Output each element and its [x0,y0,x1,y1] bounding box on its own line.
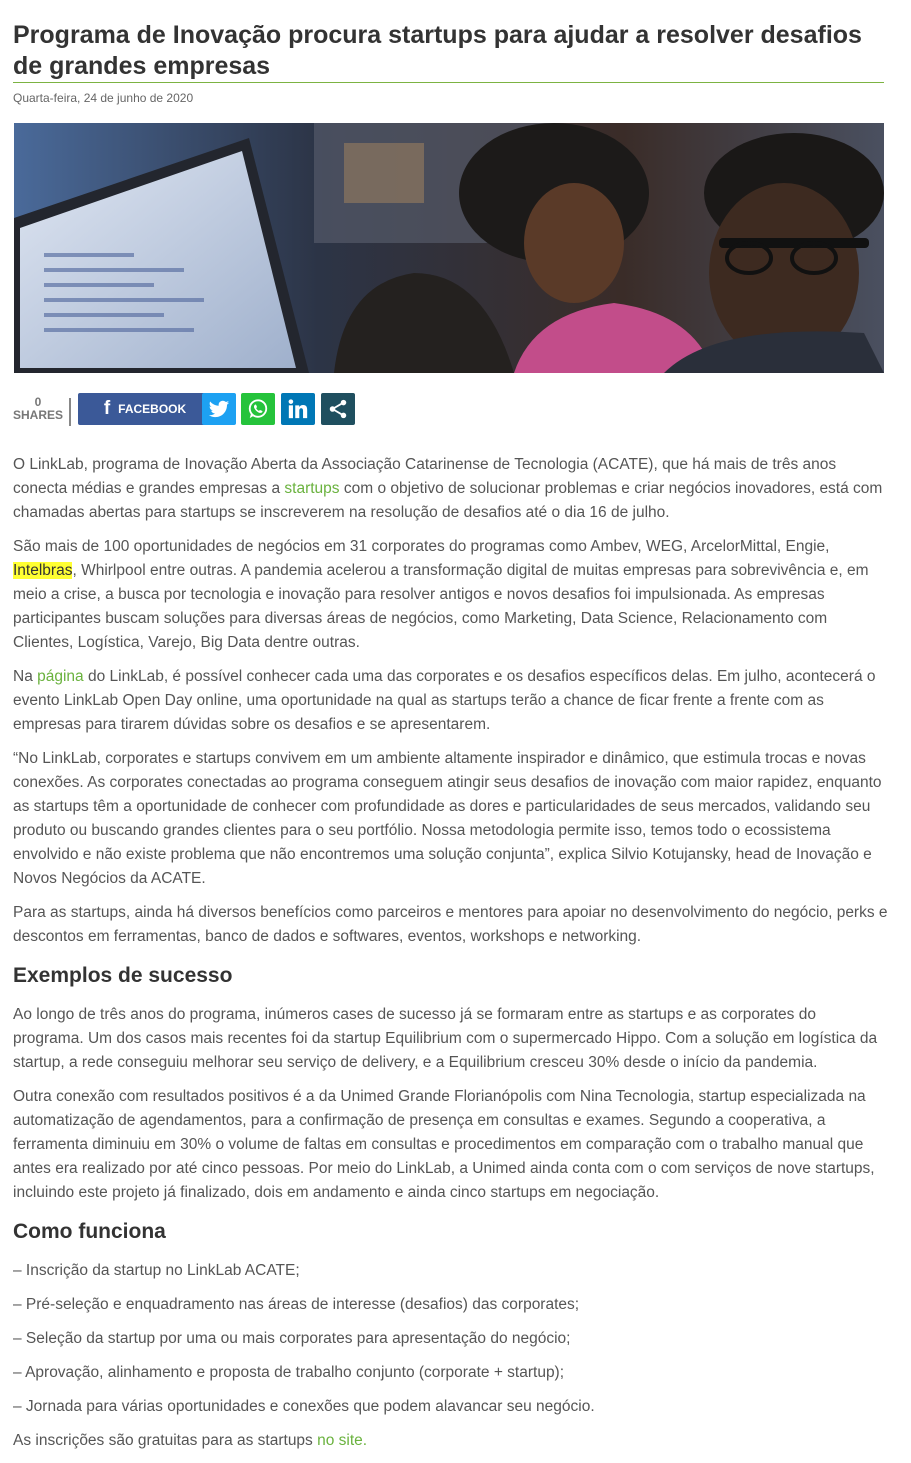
facebook-share-button[interactable] [78,393,212,425]
paragraph-opportunities [13,535,888,655]
whatsapp-share-button[interactable] [241,393,275,425]
share-counter [13,396,63,422]
paragraph-opportunities-text-b: , Whirlpool entre outras. A pandemia acelerou a transformação digital de muitas empresas para sobrevivência e, em meio a crise, a busca por tecnologia e inovação para resolver antigos e novos desafios foi impulsionada. As empresas participantes buscam soluções para diversas áreas de negócios, como Marketing, Data Science, Relacionamento com Clientes, Logística, Varejo, Big Data dentre outras. [13,562,869,651]
share-nodes-icon [327,398,349,420]
linkedin-share-button[interactable] [281,393,315,425]
paragraph-intro [13,453,888,525]
linkedin-icon [287,398,309,420]
paragraph-intro-text-b: com o objetivo de solucionar problemas e criar negócios inovadores, está com chamadas abertas para startups se inscreverem na resolução de desafios até o dia 16 de julho. [13,480,883,521]
step-item: – Seleção da startup por uma ou mais corporates para apresentação do negócio; [13,1330,571,1347]
share-count-value: 0 [34,395,42,409]
twitter-bird-icon [208,398,230,420]
share-count-label: SHARES [13,408,64,422]
pagina-link[interactable]: página [37,668,84,685]
article-date: Quarta-feira, 24 de junho de 2020 [13,91,194,105]
paragraph-final [13,1429,888,1453]
paragraph-linklab-text-a: Na [13,668,38,685]
paragraph-linklab-text-b: do LinkLab, é possível conhecer cada uma das corporates e os desafios específicos delas. Em julho, acontecerá o evento LinkLab Open Day online, uma oportunidade na qual as startups terão a chance de ficar frente a frente com as empresas para tirarem dúvidas sobre os desafios e se apresentarem. [13,668,876,733]
paragraph-quote: “No LinkLab, corporates e startups convivem em um ambiente altamente inspirador e dinâmico, que estimula trocas e novas conexões. As corporates conectadas ao programa conseguem atingir seus desafios de inovação com maior rapidez, enquanto as startups têm a oportunidade de conhecer com profundidade as dores e particularidades de seus mercados, validando seu produto ou buscando grandes clientes para o seu portfólio. Nossa metodologia permite isso, temos todo o ecossistema envolvido e não existe problema que não encontremos uma solução conjunta”, explica Silvio Kotujansky, head de Inovação e Novos Negócios da ACATE. [13,750,882,887]
step-item: – Jornada para várias oportunidades e conexões que podem alavancar seu negócio. [13,1398,595,1415]
startups-link[interactable]: startups [284,480,340,497]
paragraph-opportunities-text-a: São mais de 100 oportunidades de negócios em 31 corporates do programas como Ambev, WEG, ArcelorMittal, Engie, [13,538,830,555]
heading-como-funciona: Como funciona [13,1220,166,1243]
paragraph-case-equilibrium: Ao longo de três anos do programa, inúmeros cases de sucesso já se formaram entre as startups e as corporates do programa. Um dos casos mais recentes foi da startup Equilibrium com o supermercado Hippo. Com a solução em logística da startup, a rede conseguiu melhorar seu serviço de delivery, e a Equilibrium cresceu 30% desde o início da pandemia. [13,1006,878,1071]
facebook-f-icon: f [103,398,111,419]
paragraph-case-unimed: Outra conexão com resultados positivos é a da Unimed Grande Florianópolis com Nina Tecnologia, startup especializada na automatização de agendamentos, para a confirmação de presença em consultas e exames. Segundo a cooperativa, a ferramenta diminuiu em 30% o volume de faltas em consultas e procedimentos em comparação com o trabalho manual que antes era realizado por até cinco pessoas. Por meio do LinkLab, a Unimed ainda conta com o com serviços de nove startups, incluindo este projeto já finalizado, dois em andamento e ainda cinco startups em negociação. [13,1088,875,1201]
share-divider [69,398,71,426]
whatsapp-icon [247,398,269,420]
intelbras-highlight: Intelbras [13,562,73,579]
paragraph-intro-text-a: O LinkLab, programa de Inovação Aberta da Associação Catarinense de Tecnologia (ACATE), que há mais de três anos conecta médias e grandes empresas a [13,456,837,497]
step-item: – Inscrição da startup no LinkLab ACATE; [13,1262,300,1279]
paragraph-final-text: As inscrições são gratuitas para as startups [13,1432,318,1449]
paragraph-benefits: Para as startups, ainda há diversos benefícios como parceiros e mentores para apoiar no desenvolvimento do negócio, perks e descontos em ferramentas, banco de dados e softwares, eventos, workshops e networking. [13,904,888,945]
facebook-share-label: FACEBOOK [118,402,187,416]
no-site-link[interactable]: no site. [317,1432,368,1449]
article-title: Programa de Inovação procura startups para ajudar a resolver desafios de grandes empresas [13,21,862,80]
twitter-share-button[interactable] [202,393,236,425]
step-item: – Pré-seleção e enquadramento nas áreas de interesse (desafios) das corporates; [13,1296,580,1313]
article-body [13,453,888,1463]
step-item: – Aprovação, alinhamento e proposta de trabalho conjunto (corporate + startup); [13,1364,565,1381]
paragraph-linklab-page [13,665,888,737]
heading-exemplos-de-sucesso: Exemplos de sucesso [13,964,233,987]
more-share-button[interactable] [321,393,355,425]
title-divider [13,82,884,83]
article-hero-image [14,123,884,373]
